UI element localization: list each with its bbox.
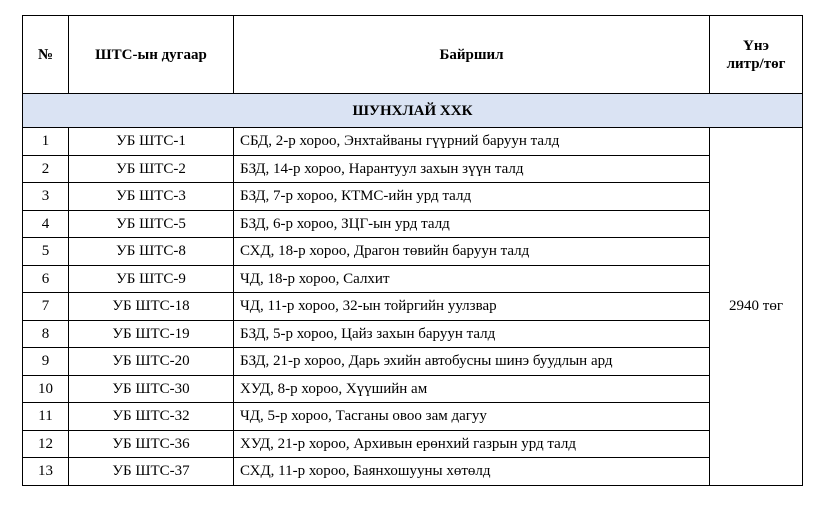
row-number: 11	[23, 403, 69, 431]
table-row	[23, 265, 803, 293]
header-row	[23, 16, 803, 94]
station-code: УБ ШТС-32	[69, 403, 234, 431]
station-location: БЗД, 21-р хороо, Дарь эхийн автобусны шинэ буудлын ард	[234, 348, 710, 376]
station-location: СХД, 11-р хороо, Баянхошууны хөтөлд	[234, 458, 710, 486]
row-number: 10	[23, 375, 69, 403]
table-row	[23, 348, 803, 376]
row-number: 2	[23, 155, 69, 183]
station-code: УБ ШТС-20	[69, 348, 234, 376]
station-code: УБ ШТС-8	[69, 238, 234, 266]
group-title: ШУНХЛАЙ ХХК	[23, 94, 803, 128]
station-location: ХУД, 8-р хороо, Хүүшийн ам	[234, 375, 710, 403]
price-value: 2940 төг	[710, 128, 803, 486]
station-code: УБ ШТС-19	[69, 320, 234, 348]
station-code: УБ ШТС-37	[69, 458, 234, 486]
row-number: 13	[23, 458, 69, 486]
station-code: УБ ШТС-9	[69, 265, 234, 293]
table-row	[23, 293, 803, 321]
station-code: УБ ШТС-36	[69, 430, 234, 458]
row-number: 1	[23, 128, 69, 156]
table-row	[23, 238, 803, 266]
station-location: СБД, 2-р хороо, Энхтайваны гүүрний баруун талд	[234, 128, 710, 156]
station-code: УБ ШТС-2	[69, 155, 234, 183]
station-code: УБ ШТС-1	[69, 128, 234, 156]
fuel-stations-table	[22, 15, 803, 486]
station-location: БЗД, 14-р хороо, Нарантуул захын зүүн талд	[234, 155, 710, 183]
header-price	[710, 16, 803, 94]
table-row	[23, 128, 803, 156]
station-location: СХД, 18-р хороо, Драгон төвийн баруун талд	[234, 238, 710, 266]
table-row	[23, 320, 803, 348]
station-code: УБ ШТС-5	[69, 210, 234, 238]
station-location: ЧД, 5-р хороо, Тасганы овоо зам дагуу	[234, 403, 710, 431]
station-location: БЗД, 7-р хороо, КТМС-ийн урд талд	[234, 183, 710, 211]
header-price-line1: Үнэ	[743, 37, 769, 54]
station-code: УБ ШТС-30	[69, 375, 234, 403]
row-number: 8	[23, 320, 69, 348]
station-location: БЗД, 6-р хороо, ЗЦГ-ын урд талд	[234, 210, 710, 238]
station-location: ЧД, 18-р хороо, Салхит	[234, 265, 710, 293]
station-code: УБ ШТС-18	[69, 293, 234, 321]
header-number: №	[23, 16, 69, 94]
station-location: ЧД, 11-р хороо, 32-ын тойргийн уулзвар	[234, 293, 710, 321]
row-number: 7	[23, 293, 69, 321]
header-station-code: ШТС-ын дугаар	[69, 16, 234, 94]
group-row	[23, 94, 803, 128]
table-row	[23, 155, 803, 183]
station-code: УБ ШТС-3	[69, 183, 234, 211]
row-number: 6	[23, 265, 69, 293]
row-number: 9	[23, 348, 69, 376]
table-row	[23, 403, 803, 431]
table-row	[23, 458, 803, 486]
row-number: 12	[23, 430, 69, 458]
row-number: 3	[23, 183, 69, 211]
table-row	[23, 430, 803, 458]
row-number: 4	[23, 210, 69, 238]
table-row	[23, 183, 803, 211]
row-number: 5	[23, 238, 69, 266]
station-location: ХУД, 21-р хороо, Архивын ерөнхий газрын урд талд	[234, 430, 710, 458]
station-location: БЗД, 5-р хороо, Цайз захын баруун талд	[234, 320, 710, 348]
table-row	[23, 375, 803, 403]
header-location: Байршил	[234, 16, 710, 94]
table-row	[23, 210, 803, 238]
header-price-line2: литр/төг	[726, 55, 786, 72]
